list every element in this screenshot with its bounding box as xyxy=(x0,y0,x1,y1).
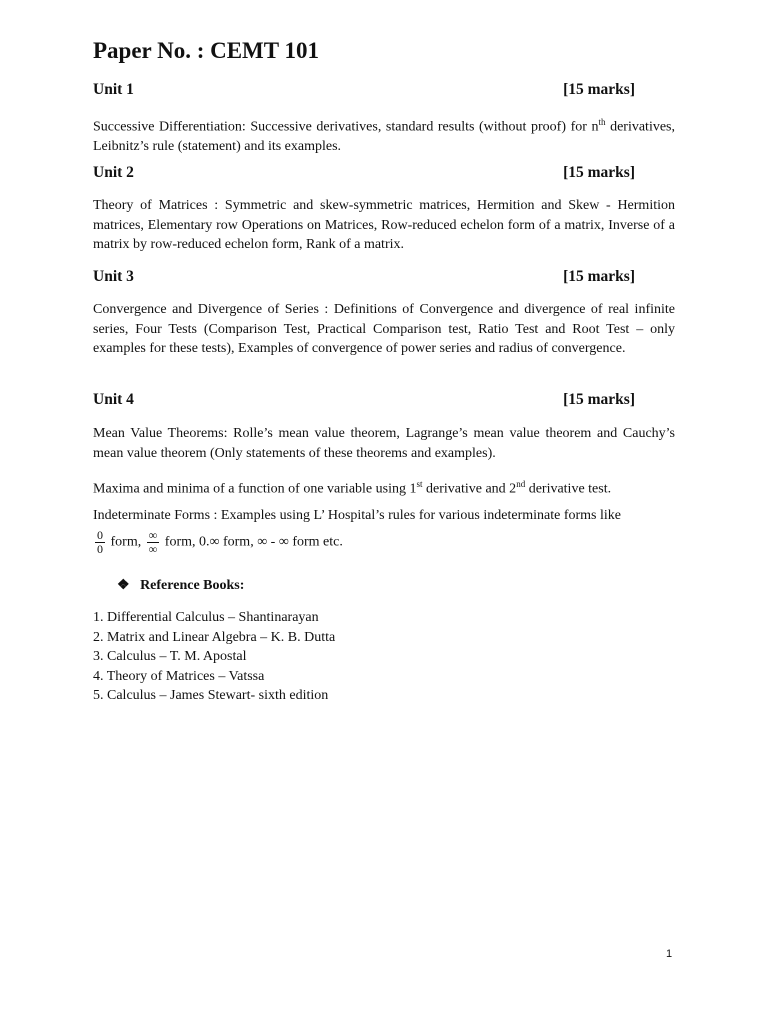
maxmin-sup-1: st xyxy=(416,479,423,489)
list-item: 1. Differential Calculus – Shantinarayan xyxy=(93,610,319,625)
fraction-2-denominator: ∞ xyxy=(148,542,158,556)
unit-3-description: Convergence and Divergence of Series : Definitions of Convergence and divergence of real infinite series, Four Tests (Comparison Test, Practical Comparison test, Ratio Test and Root Test – only examples for these tests), Examples of convergence of power series and radius of convergence. xyxy=(93,302,675,356)
unit-4-marks: [15 marks] xyxy=(563,391,635,408)
unit-4-heading xyxy=(93,391,635,409)
fraction-1-numerator: 0 xyxy=(97,528,103,542)
fraction-1-denominator: 0 xyxy=(97,542,103,556)
indeterminate-forms-text: Indeterminate Forms : Examples using L’ Hospital’s rules for various indeterminate forms like xyxy=(93,508,622,523)
list-item: 3. Calculus – T. M. Apostal xyxy=(93,649,247,664)
list-item: 5. Calculus – James Stewart- sixth edition xyxy=(93,688,329,703)
maxmin-part-a: Maxima and minima of a function of one variable using 1 xyxy=(93,481,417,497)
maxima-minima-text xyxy=(93,475,675,499)
list-item: 2. Matrix and Linear Algebra – K. B. Dutta xyxy=(93,629,336,645)
indeterminate-forms-line xyxy=(93,529,343,556)
unit-3-marks: [15 marks] xyxy=(563,268,635,285)
form-text-2: form, 0.∞ form, ∞ - ∞ form etc. xyxy=(161,534,343,550)
unit-1-text: Successive Differentiation: Successive derivatives, standard results (without proof) for n xyxy=(93,119,599,135)
reference-books-list xyxy=(93,608,335,706)
list-item: 4. Theory of Matrices – Vatssa xyxy=(93,668,265,684)
page-number: 1 xyxy=(666,948,673,960)
unit-4-label: Unit 4 xyxy=(93,391,134,408)
fraction-2-numerator: ∞ xyxy=(148,528,158,542)
form-text-1: form, xyxy=(107,534,145,550)
maxmin-part-c: derivative test. xyxy=(525,481,612,497)
unit-1-label: Unit 1 xyxy=(93,81,134,98)
unit-1-sup: th xyxy=(598,117,606,127)
unit-2-description: Theory of Matrices : Symmetric and skew-symmetric matrices, Hermition and Skew - Hermition matrices, Elementary row Operations on Matrices, Row-reduced echelon form of a matrix, Inverse of a matrix by row-reduced echelon form, Rank of a matrix. xyxy=(93,198,675,252)
unit-2-marks: [15 marks] xyxy=(563,164,635,181)
unit-4-description: Mean Value Theorems: Rolle’s mean value theorem, Lagrange’s mean value theorem and Cauchy’s mean value theorem (Only statements of these theorems and examples). xyxy=(93,426,675,461)
unit-1-text2: derivatives, Leibnitz’s rule (statement) and its examples. xyxy=(93,119,675,155)
unit-1-marks: [15 marks] xyxy=(563,81,635,98)
reference-books-label: Reference Books: xyxy=(140,578,245,593)
reference-books-heading xyxy=(117,577,244,594)
maxmin-sup-2: nd xyxy=(516,479,526,489)
fraction-zero-over-zero xyxy=(95,529,105,556)
diamond-bullet-icon: ❖ xyxy=(117,578,130,593)
unit-1-heading xyxy=(93,81,635,99)
unit-1-description xyxy=(93,113,675,157)
unit-2-label: Unit 2 xyxy=(93,164,134,181)
unit-2-heading xyxy=(93,164,635,182)
page-title: Paper No. : CEMT 101 xyxy=(93,38,319,63)
maxmin-part-b: derivative and 2 xyxy=(422,481,517,497)
fraction-infinity-over-infinity xyxy=(147,529,160,556)
unit-3-heading xyxy=(93,268,635,286)
unit-3-label: Unit 3 xyxy=(93,268,134,285)
